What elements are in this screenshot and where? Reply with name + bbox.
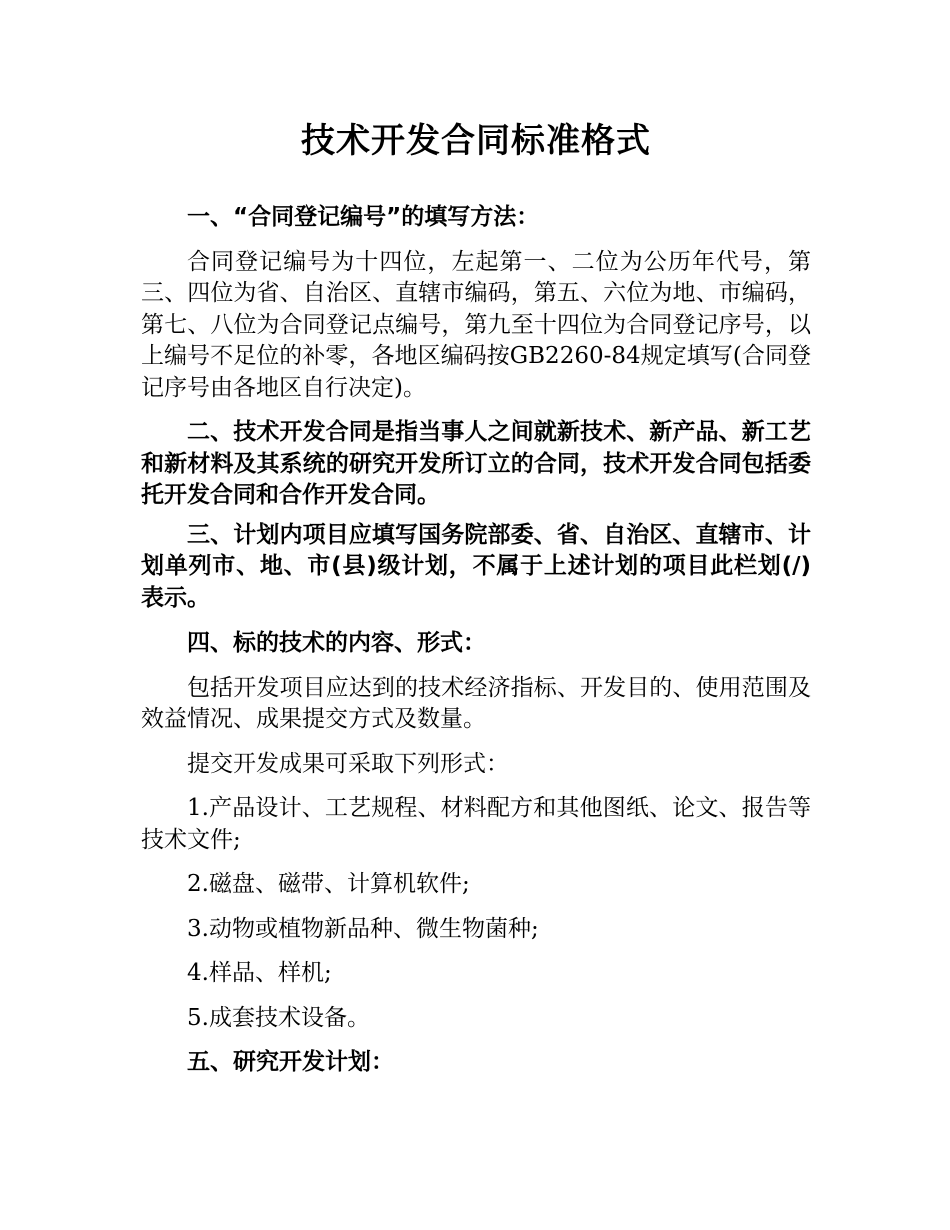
section-1-body: 合同登记编号为十四位，左起第一、二位为公历年代号，第三、四位为省、自治区、直辖市编码，第五、六位为地、市编码，第七、八位为合同登记点编号，第九至十四位为合同登记序号，以上编号不足位的补零，各地区编码按GB2260-84规定填写(合同登记序号由各地区自行决定)。 [141,248,811,401]
section-4-body: 包括开发项目应达到的技术经济指标、开发目的、使用范围及效益情况、成果提交方式及数量。 [141,674,811,732]
section-1-heading: 一、“合同登记编号”的填写方法： [187,204,540,230]
document-body [141,202,811,1092]
section-5-heading: 五、研究开发计划： [187,1049,394,1075]
list-item: 2.磁盘、磁带、计算机软件; [187,871,470,897]
list-item: 1.产品设计、工艺规程、材料配方和其他图纸、论文、报告等技术文件; [141,795,811,853]
section-4-heading: 四、标的技术的内容、形式： [187,630,486,656]
section-2-paragraph: 二、技术开发合同是指当事人之间就新技术、新产品、新工艺和新材料及其系统的研究开发所订立的合同，技术开发合同包括委托开发合同和合作开发合同。 [141,419,811,508]
section-4-forms-intro: 提交开发成果可采取下列形式： [187,750,509,777]
section-3-paragraph: 三、计划内项目应填写国务院部委、省、自治区、直辖市、计划单列市、地、市(县)级计划，不属于上述计划的项目此栏划(/)表示。 [141,521,811,611]
list-item: 3.动物或植物新品种、微生物菌种; [187,915,539,942]
list-item: 4.样品、样机; [187,960,332,986]
document-title: 技术开发合同标准格式 [301,121,651,161]
list-item: 5.成套技术设备。 [187,1004,370,1031]
